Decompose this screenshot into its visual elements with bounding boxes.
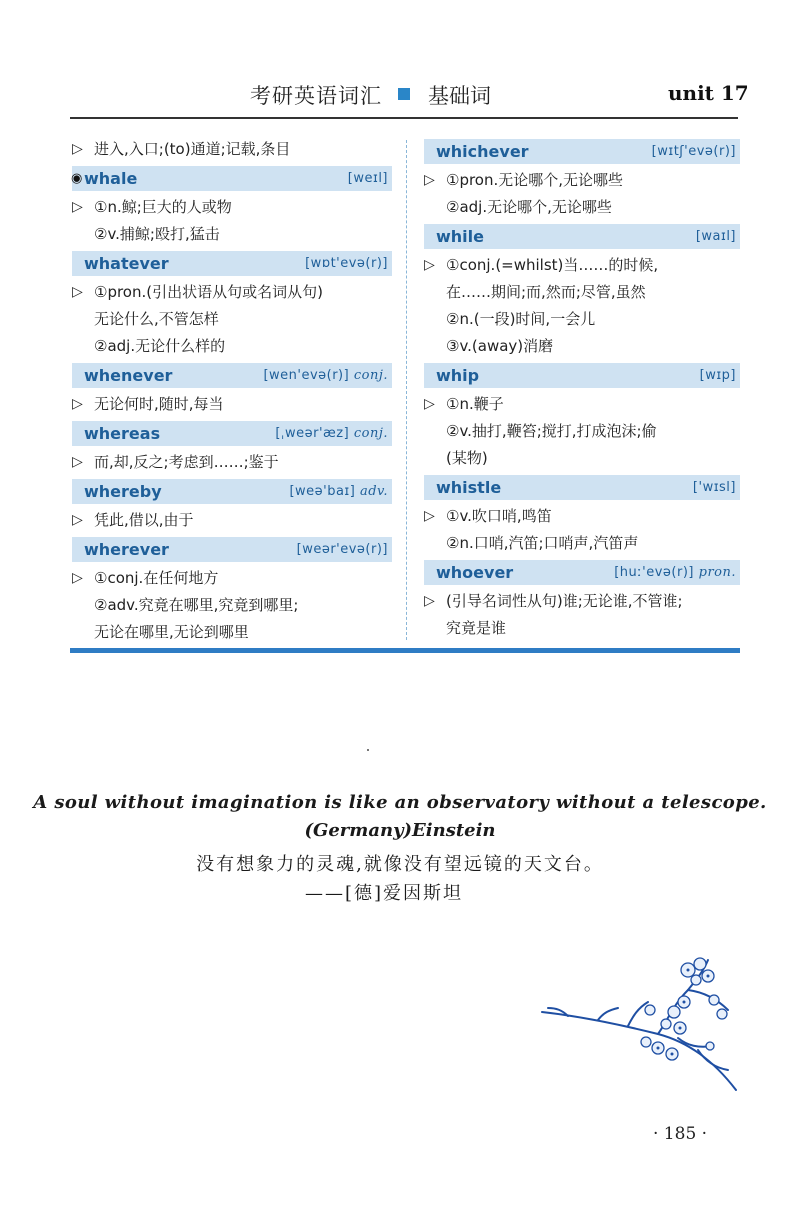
headword: whistle — [436, 478, 502, 497]
left-column — [72, 136, 392, 646]
triangle-icon: ▷ — [424, 593, 435, 609]
definition-line: ①n.鲸;巨大的人或物 — [94, 198, 232, 216]
entry-header-whale — [72, 166, 392, 191]
definition-line: ②adv.究竟在哪里,究竟到哪里; — [94, 596, 299, 614]
plum-blossom-branch-icon — [538, 950, 743, 1100]
triangle-icon: ▷ — [424, 508, 435, 524]
speck — [367, 749, 369, 751]
definition-block — [72, 449, 392, 476]
entry-header-whenever — [72, 363, 392, 388]
definition-line: ②adj.无论哪个,无论哪些 — [446, 198, 612, 216]
definition-line: 无论在哪里,无论到哪里 — [94, 623, 249, 641]
phonetic: [wen'evə(r)] conj. — [263, 368, 388, 383]
headword: whatever — [84, 254, 169, 273]
definition-line: 在……期间;而,然而;尽管,虽然 — [446, 283, 646, 301]
definition-block — [424, 252, 740, 360]
entry-header-whichever — [424, 139, 740, 164]
triangle-icon: ▷ — [424, 172, 435, 188]
headword: whichever — [436, 142, 529, 161]
definition-block — [424, 588, 740, 642]
definition-line: ①pron.(引出状语从句或名词从句) — [94, 283, 323, 301]
definition-line: ②n.(一段)时间,一会儿 — [446, 310, 596, 328]
entry-header-whoever — [424, 560, 740, 585]
headword: whereas — [84, 424, 161, 443]
triangle-icon: ▷ — [424, 257, 435, 273]
entry-header-whereas — [72, 421, 392, 446]
phonetic: [weə'baɪ] adv. — [289, 484, 388, 499]
entry-header-whatever — [72, 251, 392, 276]
book-title: 考研英语词汇 — [250, 84, 382, 108]
entry-header-wherever — [72, 537, 392, 562]
definition-line: ①conj.(=whilst)当……的时候, — [446, 256, 659, 274]
definition-block — [72, 391, 392, 418]
page-number: · 185 · — [653, 1124, 708, 1144]
phonetic: [waɪl] — [695, 229, 736, 244]
right-column — [424, 136, 740, 642]
entry-header-whip — [424, 363, 740, 388]
headword: whenever — [84, 366, 173, 385]
section-title: 基础词 — [428, 84, 491, 108]
quote-chinese-author: ——[德]爱因斯坦 — [305, 883, 464, 904]
headword: whip — [436, 366, 480, 385]
column-divider — [406, 140, 407, 640]
headword: whereby — [84, 482, 162, 501]
phonetic: [wɪtʃ'evə(r)] — [651, 144, 736, 159]
definition-block — [424, 503, 740, 557]
definition-line: ①v.吹口哨,鸣笛 — [446, 507, 552, 525]
entry-header-while — [424, 224, 740, 249]
phonetic: [weɪl] — [347, 171, 388, 186]
phonetic: ['wɪsl] — [692, 480, 736, 495]
definition-block — [72, 136, 392, 163]
triangle-icon: ▷ — [72, 141, 83, 157]
definition-line: 凭此,借以,由于 — [94, 511, 194, 529]
headword: whoever — [436, 563, 514, 582]
definition-line: ②n.口哨,汽笛;口哨声,汽笛声 — [446, 534, 639, 552]
quote-english: A soul without imagination is like an observatory without a telescope. — [33, 792, 767, 813]
definition-line: 无论什么,不管怎样 — [94, 310, 219, 328]
definition-line: ①n.鞭子 — [446, 395, 504, 413]
headword: wherever — [84, 540, 169, 559]
definition-line: ②v.捕鲸;殴打,猛击 — [94, 225, 220, 243]
phonetic: [ˌweər'æz] conj. — [275, 426, 388, 441]
definition-line: ①pron.无论哪个,无论哪些 — [446, 171, 624, 189]
triangle-icon: ▷ — [72, 284, 83, 300]
definition-block — [72, 279, 392, 360]
definition-block — [72, 194, 392, 248]
triangle-icon: ▷ — [72, 570, 83, 586]
triangle-icon: ▷ — [72, 512, 83, 528]
phonetic: [huː'evə(r)] pron. — [614, 565, 736, 580]
definition-line: 究竟是谁 — [446, 619, 507, 637]
definition-block — [424, 391, 740, 472]
headword: while — [436, 227, 484, 246]
header-rule — [70, 117, 738, 119]
page-header — [0, 0, 800, 120]
definition-block — [72, 565, 392, 646]
definition-line: 进入,入口;(to)通道;记载,条目 — [94, 140, 291, 158]
section-bottom-rule — [70, 648, 740, 653]
entry-header-whereby — [72, 479, 392, 504]
definition-line: 无论何时,随时,每当 — [94, 395, 224, 413]
triangle-icon: ▷ — [72, 396, 83, 412]
key-word-marker-icon: ◉ — [71, 171, 83, 186]
definition-line: (引导名词性从句)谁;无论谁,不管谁; — [446, 592, 683, 610]
definition-line: 而,却,反之;考虑到……;鉴于 — [94, 453, 279, 471]
definition-line: (某物) — [446, 449, 488, 467]
phonetic: [wɪp] — [699, 368, 736, 383]
entry-header-whistle — [424, 475, 740, 500]
phonetic: [weər'evə(r)] — [296, 542, 388, 557]
triangle-icon: ▷ — [424, 396, 435, 412]
quote-chinese: 没有想象力的灵魂,就像没有望远镜的天文台。 — [196, 854, 604, 875]
headword: whale — [84, 169, 138, 188]
definition-line: ①conj.在任何地方 — [94, 569, 219, 587]
triangle-icon: ▷ — [72, 199, 83, 215]
definition-line: ②adj.无论什么样的 — [94, 337, 226, 355]
triangle-icon: ▷ — [72, 454, 83, 470]
definition-line: ②v.抽打,鞭笞;搅打,打成泡沫;偷 — [446, 422, 657, 440]
quote-author: (Germany)Einstein — [304, 820, 496, 841]
definition-block — [424, 167, 740, 221]
unit-label: unit 17 — [668, 81, 749, 105]
phonetic: [wɒt'evə(r)] — [305, 256, 388, 271]
definition-line: ③v.(away)消磨 — [446, 337, 554, 355]
title-separator-square-icon — [398, 88, 410, 100]
definition-block — [72, 507, 392, 534]
